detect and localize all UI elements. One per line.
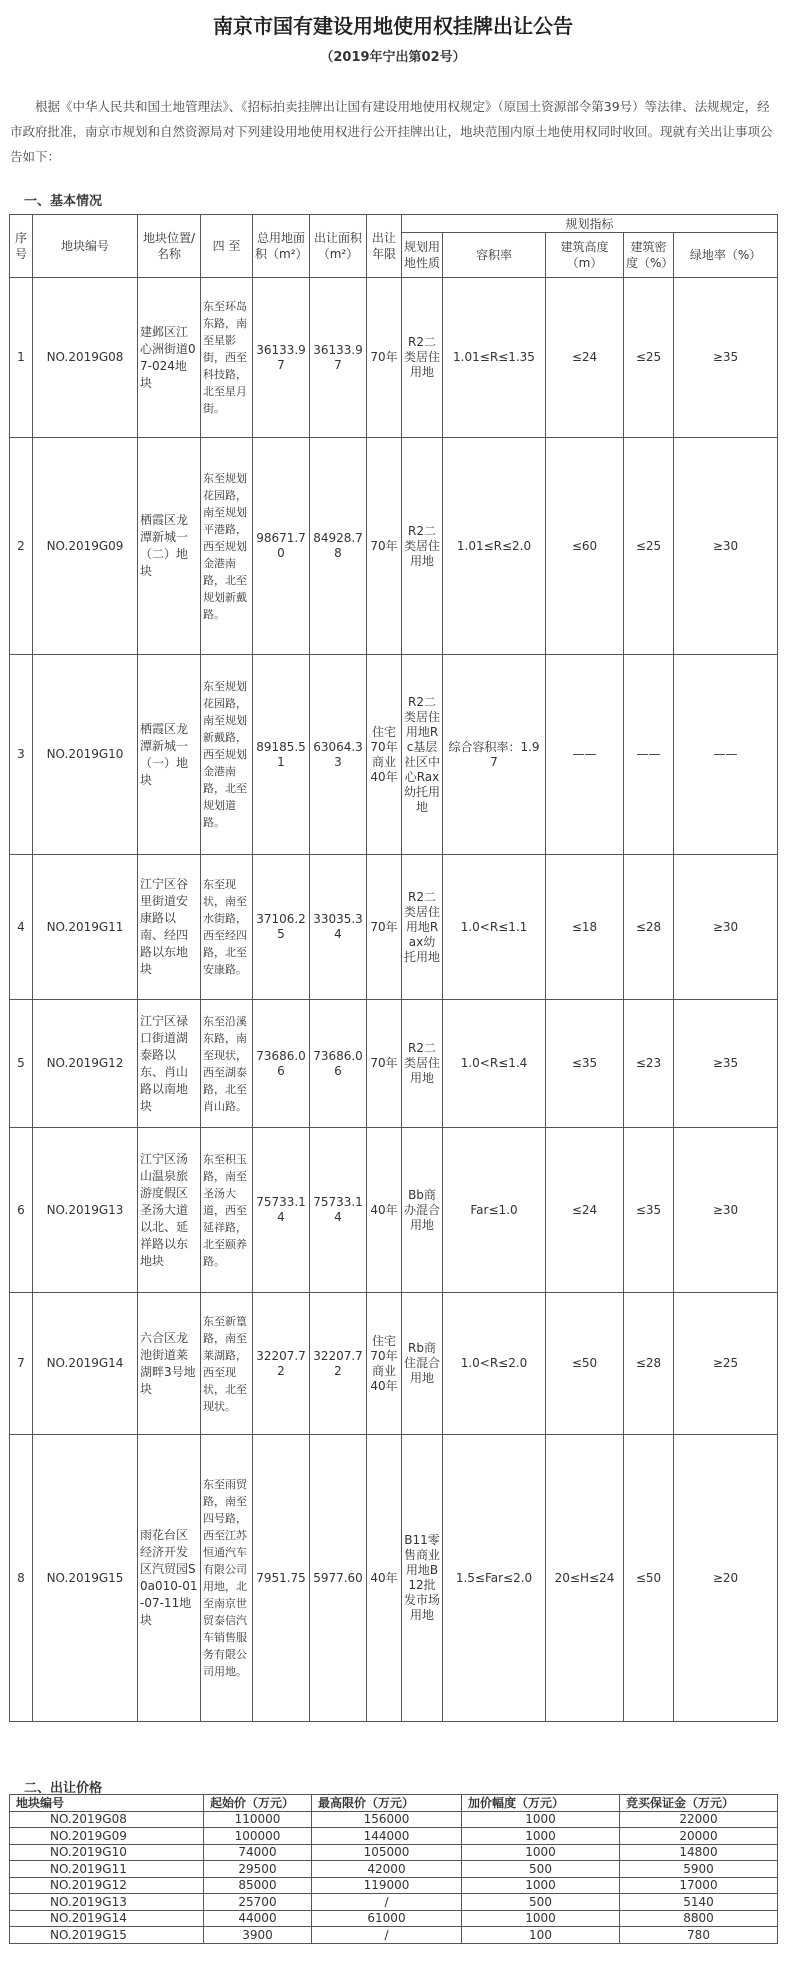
notice-title: 南京市国有建设用地使用权挂牌出让公告 (213, 14, 573, 38)
cell-code: NO.2019G08 (33, 278, 138, 438)
cell-height: ≤50 (546, 1293, 624, 1435)
cell-bounds: 东至环岛东路，南至星影街，西至科技路，北至星月街。 (201, 278, 253, 438)
table-row (10, 655, 778, 855)
cell-far: 1.01≤R≤1.35 (443, 278, 546, 438)
cell-total-area: 89185.51 (253, 655, 310, 855)
price-cell-step: 1000 (462, 1844, 620, 1861)
basic-info-table (9, 214, 778, 1722)
cell-density: ≤23 (624, 1000, 674, 1128)
price-cell-step: 500 (462, 1861, 620, 1878)
price-cell-start: 3900 (204, 1927, 312, 1944)
price-cell-deposit: 5900 (620, 1861, 778, 1878)
cell-seq: 6 (10, 1128, 33, 1293)
table-row (10, 1861, 778, 1878)
cell-far: 1.5≤Far≤2.0 (443, 1435, 546, 1722)
table-row (10, 1877, 778, 1894)
cell-total-area: 98671.70 (253, 438, 310, 655)
cell-bounds: 东至雨贸路，南至四号路，西至江苏恒通汽车有限公司用地，北至南京世贸泰信汽车销售服务有限公司用地。 (201, 1435, 253, 1722)
cell-green: ≥35 (674, 278, 778, 438)
cell-height: —— (546, 655, 624, 855)
cell-sale-area: 32207.72 (310, 1293, 367, 1435)
cell-green: ≥30 (674, 1128, 778, 1293)
cell-term: 40年 (367, 1435, 402, 1722)
cell-seq: 5 (10, 1000, 33, 1128)
price-cell-step: 1000 (462, 1811, 620, 1828)
price-cell-start: 74000 (204, 1844, 312, 1861)
price-cell-deposit: 14800 (620, 1844, 778, 1861)
cell-code: NO.2019G12 (33, 1000, 138, 1128)
cell-total-area: 75733.14 (253, 1128, 310, 1293)
price-cell-start: 85000 (204, 1877, 312, 1894)
cell-green: —— (674, 655, 778, 855)
price-cell-deposit: 22000 (620, 1811, 778, 1828)
price-cell-step: 1000 (462, 1828, 620, 1845)
cell-term: 70年 (367, 1000, 402, 1128)
cell-sale-area: 84928.78 (310, 438, 367, 655)
price-table (9, 1794, 778, 1944)
table-row (10, 855, 778, 1000)
cell-sale-area: 5977.60 (310, 1435, 367, 1722)
cell-bounds: 东至现状，南至水街路，西至经四路，北至安康路。 (201, 855, 253, 1000)
cell-total-area: 7951.75 (253, 1435, 310, 1722)
price-cell-cap: 156000 (312, 1811, 462, 1828)
cell-code: NO.2019G13 (33, 1128, 138, 1293)
cell-use: R2二类居住用地Rax幼托用地 (402, 855, 443, 1000)
cell-far: 综合容积率：1.97 (443, 655, 546, 855)
cell-sale-area: 63064.33 (310, 655, 367, 855)
cell-height: 20≤H≤24 (546, 1435, 624, 1722)
section-basic-info: 一、基本情况 (24, 194, 103, 209)
cell-total-area: 37106.25 (253, 855, 310, 1000)
table-row (10, 1435, 778, 1722)
table-row (10, 1128, 778, 1293)
cell-far: Far≤1.0 (443, 1128, 546, 1293)
price-cell-step: 100 (462, 1927, 620, 1944)
cell-green: ≥30 (674, 855, 778, 1000)
cell-total-area: 32207.72 (253, 1293, 310, 1435)
price-cell-cap: 144000 (312, 1828, 462, 1845)
cell-green: ≥25 (674, 1293, 778, 1435)
cell-location: 江宁区禄口街道湖泰路以东、肖山路以南地块 (138, 1000, 201, 1128)
cell-sale-area: 36133.97 (310, 278, 367, 438)
cell-code: NO.2019G14 (33, 1293, 138, 1435)
price-cell-code: NO.2019G11 (10, 1861, 204, 1878)
header-height: 建筑高度（m） (546, 233, 624, 278)
cell-far: 1.01≤R≤2.0 (443, 438, 546, 655)
cell-sale-area: 73686.06 (310, 1000, 367, 1128)
price-cell-start: 110000 (204, 1811, 312, 1828)
header-seq: 序号 (10, 215, 33, 278)
cell-height: ≤18 (546, 855, 624, 1000)
cell-use: R2二类居住用地 (402, 1000, 443, 1128)
cell-location: 江宁区谷里街道安康路以南、经四路以东地块 (138, 855, 201, 1000)
cell-green: ≥30 (674, 438, 778, 655)
cell-bounds: 东至新篁路，南至莱湖路，西至现状，北至现状。 (201, 1293, 253, 1435)
section-price: 二、出让价格 (24, 1781, 103, 1796)
price-cell-code: NO.2019G14 (10, 1910, 204, 1927)
price-cell-step: 1000 (462, 1877, 620, 1894)
header-plan-group: 规划指标 (402, 215, 778, 233)
cell-use: Rb商住混合用地 (402, 1293, 443, 1435)
cell-code: NO.2019G15 (33, 1435, 138, 1722)
price-header-start: 起始价（万元） (204, 1795, 312, 1812)
cell-total-area: 73686.06 (253, 1000, 310, 1128)
cell-use: R2二类居住用地Rc基层社区中心Rax幼托用地 (402, 655, 443, 855)
cell-location: 建邺区江心洲街道07-024地块 (138, 278, 201, 438)
cell-location: 江宁区汤山温泉旅游度假区圣汤大道以北、延祥路以东地块 (138, 1128, 201, 1293)
cell-far: 1.0<R≤1.4 (443, 1000, 546, 1128)
cell-term: 40年 (367, 1128, 402, 1293)
price-cell-cap: 61000 (312, 1910, 462, 1927)
cell-far: 1.0<R≤2.0 (443, 1293, 546, 1435)
cell-seq: 4 (10, 855, 33, 1000)
price-cell-deposit: 20000 (620, 1828, 778, 1845)
cell-sale-area: 75733.14 (310, 1128, 367, 1293)
table-row (10, 1828, 778, 1845)
price-cell-cap: 105000 (312, 1844, 462, 1861)
price-cell-code: NO.2019G09 (10, 1828, 204, 1845)
cell-bounds: 东至沿溪东路，南至现状，西至湖泰路，北至肖山路。 (201, 1000, 253, 1128)
cell-term: 住宅70年商业40年 (367, 655, 402, 855)
price-cell-cap: / (312, 1927, 462, 1944)
cell-height: ≤24 (546, 1128, 624, 1293)
header-location: 地块位置/名称 (138, 215, 201, 278)
cell-density: ≤25 (624, 278, 674, 438)
notice-subtitle: （2019年宁出第02号） (320, 50, 466, 65)
price-header-code: 地块编号 (10, 1795, 204, 1812)
cell-term: 住宅70年商业40年 (367, 1293, 402, 1435)
cell-seq: 7 (10, 1293, 33, 1435)
cell-location: 雨花台区经济开发区汽贸园S0a010-01-07-11地块 (138, 1435, 201, 1722)
header-density: 建筑密度（%） (624, 233, 674, 278)
header-code: 地块编号 (33, 215, 138, 278)
cell-seq: 3 (10, 655, 33, 855)
table-row (10, 1293, 778, 1435)
cell-code: NO.2019G11 (33, 855, 138, 1000)
cell-use: R2二类居住用地 (402, 438, 443, 655)
price-cell-cap: 42000 (312, 1861, 462, 1878)
cell-total-area: 36133.97 (253, 278, 310, 438)
cell-density: ≤35 (624, 1128, 674, 1293)
price-cell-start: 25700 (204, 1894, 312, 1911)
header-far: 容积率 (443, 233, 546, 278)
cell-term: 70年 (367, 438, 402, 655)
price-cell-code: NO.2019G12 (10, 1877, 204, 1894)
table-row (10, 1910, 778, 1927)
price-cell-deposit: 5140 (620, 1894, 778, 1911)
table-row (10, 438, 778, 655)
cell-density: ≤28 (624, 855, 674, 1000)
price-cell-cap: / (312, 1894, 462, 1911)
price-cell-step: 1000 (462, 1910, 620, 1927)
price-cell-deposit: 8800 (620, 1910, 778, 1927)
table-row (10, 1844, 778, 1861)
price-cell-start: 29500 (204, 1861, 312, 1878)
table-row (10, 1927, 778, 1944)
cell-seq: 8 (10, 1435, 33, 1722)
cell-height: ≤35 (546, 1000, 624, 1128)
price-cell-deposit: 17000 (620, 1877, 778, 1894)
cell-bounds: 东至规划花园路，南至规划平港路，西至规划金港南路，北至规划新戴路。 (201, 438, 253, 655)
price-cell-code: NO.2019G08 (10, 1811, 204, 1828)
table-row (10, 278, 778, 438)
price-cell-cap: 119000 (312, 1877, 462, 1894)
cell-green: ≥35 (674, 1000, 778, 1128)
header-sale-area: 出让面积（m²） (310, 215, 367, 278)
price-header-cap: 最高限价（万元） (312, 1795, 462, 1812)
cell-height: ≤24 (546, 278, 624, 438)
price-cell-step: 500 (462, 1894, 620, 1911)
cell-bounds: 东至积玉路，南至圣汤大道，西至延祥路，北至颐养路。 (201, 1128, 253, 1293)
price-cell-deposit: 780 (620, 1927, 778, 1944)
cell-location: 栖霞区龙潭新城一（二）地块 (138, 438, 201, 655)
cell-location: 六合区龙池街道莱湖畔3号地块 (138, 1293, 201, 1435)
cell-far: 1.0<R≤1.1 (443, 855, 546, 1000)
cell-term: 70年 (367, 855, 402, 1000)
cell-green: ≥20 (674, 1435, 778, 1722)
intro-paragraph: 根据《中华人民共和国土地管理法》、《招标拍卖挂牌出让国有建设用地使用权规定》（原国土资源部令第39号）等法律、法规规定，经市政府批准，南京市规划和自然资源局对下列建设用地使用权进行公开挂牌出让，地块范围内原土地使用权同时收回。现就有关出让事项公告如下： (10, 99, 773, 164)
cell-term: 70年 (367, 278, 402, 438)
header-term: 出让年限 (367, 215, 402, 278)
cell-seq: 1 (10, 278, 33, 438)
price-header-deposit: 竞买保证金（万元） (620, 1795, 778, 1812)
cell-density: —— (624, 655, 674, 855)
price-cell-code: NO.2019G15 (10, 1927, 204, 1944)
header-bounds: 四 至 (201, 215, 253, 278)
cell-code: NO.2019G09 (33, 438, 138, 655)
price-cell-start: 44000 (204, 1910, 312, 1927)
cell-code: NO.2019G10 (33, 655, 138, 855)
header-total-area: 总用地面积（m²） (253, 215, 310, 278)
price-cell-code: NO.2019G13 (10, 1894, 204, 1911)
table-row (10, 1894, 778, 1911)
table-row (10, 1000, 778, 1128)
cell-bounds: 东至规划花园路，南至规划新戴路，西至规划金港南路，北至规划道路。 (201, 655, 253, 855)
cell-use: Bb商办混合用地 (402, 1128, 443, 1293)
cell-height: ≤60 (546, 438, 624, 655)
price-header-step: 加价幅度（万元） (462, 1795, 620, 1812)
cell-density: ≤28 (624, 1293, 674, 1435)
cell-use: B11零售商业用地B12批发市场用地 (402, 1435, 443, 1722)
cell-seq: 2 (10, 438, 33, 655)
cell-density: ≤50 (624, 1435, 674, 1722)
cell-density: ≤25 (624, 438, 674, 655)
cell-use: R2二类居住用地 (402, 278, 443, 438)
header-use: 规划用地性质 (402, 233, 443, 278)
cell-sale-area: 33035.34 (310, 855, 367, 1000)
table-row (10, 1811, 778, 1828)
cell-location: 栖霞区龙潭新城一（一）地块 (138, 655, 201, 855)
price-cell-start: 100000 (204, 1828, 312, 1845)
price-cell-code: NO.2019G10 (10, 1844, 204, 1861)
header-green: 绿地率（%） (674, 233, 778, 278)
